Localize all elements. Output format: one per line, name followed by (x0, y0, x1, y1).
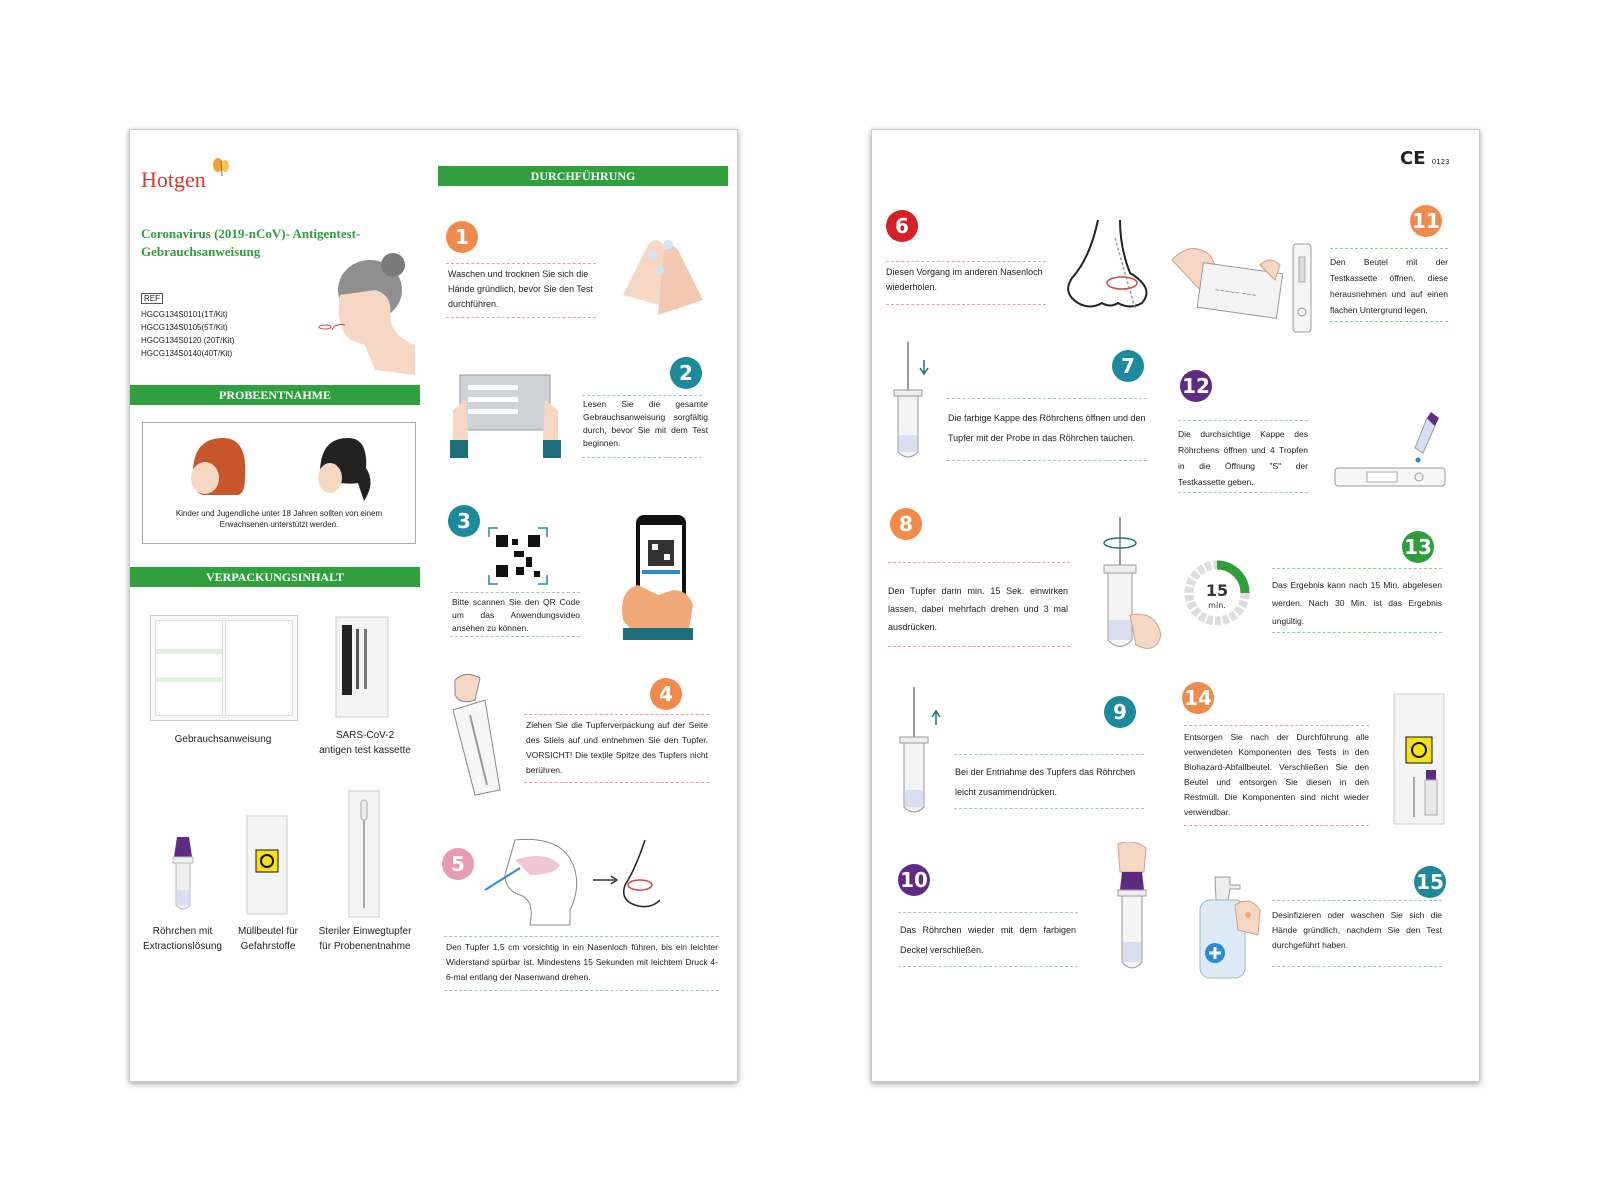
ref-code: HGCG134S0140(40T/Kit) (141, 349, 233, 358)
swab-unwrap-illustration (445, 670, 525, 800)
swab-package-image (348, 790, 380, 918)
step-text-9: Bei der Entnahme des Tupfers das Röhrchen leicht zusammendrücken. (955, 767, 1136, 797)
ce-number: 0123 (1431, 158, 1450, 166)
nasal-swab-illustration (475, 830, 665, 930)
content-label-kassette (300, 728, 430, 758)
svg-text:~~~~~ ~~~: ~~~~~ ~~~ (1214, 286, 1257, 300)
divider (947, 460, 1147, 461)
content-label-roehrchen (130, 924, 235, 954)
divider (954, 808, 1144, 809)
ref-label: REF (141, 293, 163, 304)
divider (1330, 321, 1448, 322)
kassette-line-2: antigen test kassette (319, 745, 411, 756)
step-text-1: Waschen und trocknen Sie sich die Hände gründlich, bevor Sie den Test durchführen. (448, 269, 593, 309)
washing-hands-illustration (608, 215, 718, 325)
title-line-1: Coronavirus (2019-nCoV)- Antigentest- (141, 226, 361, 241)
divider (1178, 492, 1308, 493)
add-drops-illustration (1327, 408, 1452, 498)
divider (888, 646, 1070, 647)
step-number-14: 14 (1182, 682, 1214, 714)
divider (888, 562, 1070, 563)
brand-name: Hotgen (141, 167, 206, 192)
leaflet-thumbnail (150, 615, 298, 721)
biohazard-bag-disposal-image (1392, 692, 1447, 827)
divider (444, 936, 719, 937)
ce-mark-label: CE (1400, 148, 1426, 169)
step-text-5: Den Tupfer 1,5 cm vorsichtig in ein Nasenloch führen, bis ein leichter Widerstand spürbar ist. Mindestens 15 Sekunden mit leichtem Druck 4-6-mal entlang der Nasenwand drehen. (446, 942, 718, 982)
step-number-9: 9 (1104, 696, 1136, 728)
step-number-13: 13 (1402, 531, 1434, 563)
extraction-tube-image (168, 835, 198, 915)
step-number-8: 8 (890, 508, 922, 540)
step-number-4: 4 (650, 678, 682, 710)
divider (1272, 568, 1442, 569)
divider (947, 398, 1147, 399)
step-number-6: 6 (886, 210, 918, 242)
section-header-probeentnahme: PROBEENTNAHME (130, 385, 420, 405)
step-text-6: Diesen Vorgang im anderen Nasenloch wiederholen. (886, 267, 1043, 292)
divider (1272, 966, 1442, 967)
divider (582, 395, 702, 396)
ref-code: HGCG134S0120 (20T/Kit) (141, 336, 235, 345)
content-label-muellbeutel (224, 924, 312, 954)
divider (898, 912, 1078, 913)
roehrchen-line-1: Röhrchen mit (152, 926, 213, 937)
biohazard-bag-image (246, 815, 288, 915)
test-cassette-pouch-image (334, 615, 390, 719)
timer-unit: min. (1208, 601, 1226, 610)
step-text-15: Desinfizieren oder waschen Sie sich die Hände gründlich, nachdem Sie den Test durchgeführt haben. (1272, 910, 1442, 950)
step-text-11: Den Beutel mit der Testkassette öffnen, diese herausnehmen und auf einen flachen Untergrund legen. (1330, 257, 1448, 315)
probe-note: Kinder und Jugendliche unter 18 Jahren sollten von einem Erwachsenen unterstützt werden. (175, 509, 383, 529)
step-text-10: Das Röhrchen wieder mit dem farbigen Deckel verschließen. (900, 925, 1076, 955)
brand-logo (141, 167, 206, 193)
divider (524, 782, 709, 783)
divider (1330, 248, 1448, 249)
leaflet-page-right (871, 129, 1480, 1082)
qr-code-image[interactable] (488, 527, 548, 585)
tube-cap-illustration (1108, 842, 1158, 977)
divider (886, 261, 1046, 262)
section-header-durchfuehrung: DURCHFÜHRUNG (438, 166, 728, 186)
timer-value: 15 (1205, 581, 1229, 600)
step-text-3: Bitte scannen Sie den QR Code um das Anwendungsvideo ansehen zu können. (452, 597, 580, 633)
divider (446, 317, 596, 318)
phone-scanning-illustration (618, 510, 708, 640)
step-number-10: 10 (898, 864, 930, 896)
divider (886, 304, 1046, 305)
step-number-3: 3 (448, 505, 480, 537)
divider (898, 966, 1078, 967)
ref-code: HGCG134S0105(5T/Kit) (141, 323, 228, 332)
timer-icon (1182, 558, 1252, 628)
divider (1272, 900, 1442, 901)
probeentnahme-box (142, 422, 416, 544)
tube-insert-illustration (886, 340, 936, 470)
divider (1184, 725, 1369, 726)
step-number-2: 2 (670, 357, 702, 389)
teen-head-icon (308, 433, 378, 503)
test-cassette-upright-image (1290, 242, 1315, 337)
divider (444, 990, 719, 991)
divider (1178, 420, 1308, 421)
step-text-4: Ziehen Sie die Tupferverpackung auf der Seite des Stiels auf und entnehmen Sie den Tupfer. VORSICHT! Die textile Spitze des Tupfers nicht berühren. (526, 720, 708, 775)
title-line-2: Gebrauchsanweisung (141, 244, 261, 259)
step-text-8: Den Tupfer darin min. 15 Sek. einwirken lassen, dabei mehrfach drehen und 3 mal ausdrücken. (888, 586, 1068, 632)
divider (446, 263, 596, 264)
step-number-7: 7 (1112, 350, 1144, 382)
butterfly-logo-icon (210, 156, 232, 178)
tupfer-line-2: für Probenentnahme (319, 941, 411, 952)
step-number-15: 15 (1414, 866, 1446, 898)
step-text-13: Das Ergebnis kann nach 15 Min. abgelesen werden. Nach 30 Min. ist das Ergebnis ungültig. (1272, 580, 1442, 626)
divider (450, 592, 580, 593)
content-label-tupfer (310, 924, 420, 954)
step-text-14: Entsorgen Sie nach der Durchführung alle verwendeten Komponenten des Tests in den Biohazard-Abfallbeutel. Verschließen Sie den Beutel und entsorgen Sie diesen in den Restmüll. Die Komponenten sind nicht wieder verwendbar. (1184, 732, 1369, 817)
step-number-11: 11 (1410, 205, 1442, 237)
divider (954, 754, 1144, 755)
step-number-5: 5 (442, 848, 474, 880)
ce-mark (1400, 148, 1450, 169)
step-text-12: Die durchsichtige Kappe des Röhrchens öffnen und 4 Tropfen in die Öffnung "S" der Testkassette geben. (1178, 429, 1308, 487)
divider (1184, 825, 1369, 826)
hand-sanitizer-illustration (1190, 875, 1265, 980)
divider (582, 457, 702, 458)
ref-block (141, 288, 234, 360)
content-label-gebrauchsanweisung: Gebrauchsanweisung (174, 734, 272, 745)
muell-line-2: Gefahrstoffe (240, 941, 296, 952)
leaflet-page-left (129, 129, 738, 1082)
woman-profile-illustration (305, 245, 415, 375)
tupfer-line-1: Steriler Einwegtupfer (318, 926, 412, 937)
step-number-1: 1 (446, 221, 478, 253)
divider (1272, 632, 1442, 633)
tube-rotate-illustration (1086, 515, 1166, 665)
child-head-icon (183, 433, 253, 503)
reading-instructions-illustration (448, 370, 563, 460)
divider (524, 714, 709, 715)
ref-code: HGCG134S0101(1T/Kit) (141, 310, 228, 319)
step-text-7: Die farbige Kappe des Röhrchens öffnen und den Tupfer mit der Probe in das Röhrchen tauchen. (948, 413, 1146, 443)
kassette-line-1: SARS-CoV-2 (335, 730, 395, 741)
tube-withdraw-illustration (892, 685, 942, 825)
step-text-2: Lesen Sie die gesamte Gebrauchsanweisung sorgfältig durch, bevor Sie mit dem Test beginnen. (583, 399, 708, 448)
roehrchen-line-2: Extractionslösung (143, 941, 222, 952)
nose-swab-illustration (1060, 218, 1170, 318)
divider (450, 636, 580, 637)
step-number-12: 12 (1180, 370, 1212, 402)
section-header-verpackungsinhalt: VERPACKUNGSINHALT (130, 567, 420, 587)
muell-line-1: Müllbeutel für (237, 926, 299, 937)
